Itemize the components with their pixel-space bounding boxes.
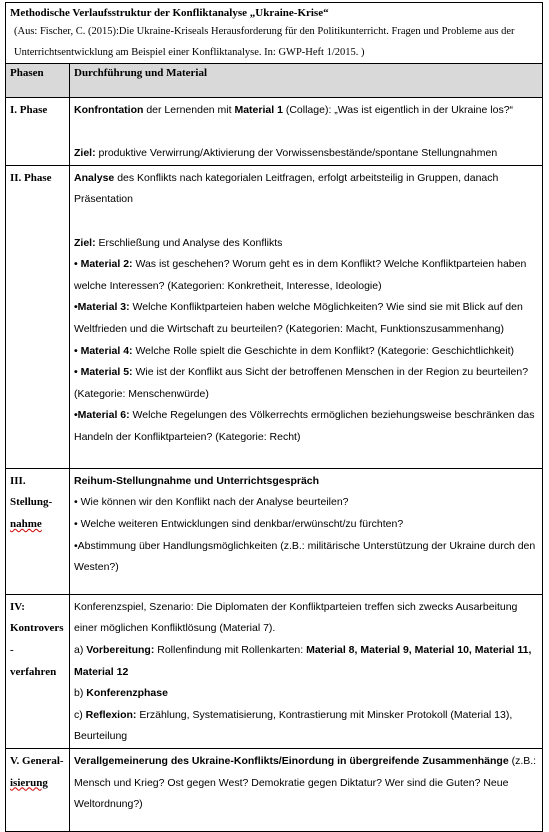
phase-5-content [70,748,543,831]
phase-4-reflexion: c) Reflexion: Erzählung, Systematisierung, Kontrastierung mit Minsker Protokoll (Material 13), Beurteilung [74,708,513,743]
phase-3-row [6,468,543,594]
phase-2-row [6,165,543,468]
phase-1-label-cell [6,98,70,166]
phase-3-bullet-1: • Wie können wir den Konflikt nach der Analyse beurteilen? [74,496,349,509]
title-row [6,3,543,64]
phase-2-label-cell [6,165,70,468]
phase-4-vorbereitung: a) Vorbereitung: Rollenfindung mit Rollenkarten: Material 8, Material 9, Material 10, Material 11, Material 12 [74,643,532,678]
phase-1-content [70,98,543,166]
phase-3-content [70,468,543,594]
phase-1-ziel: Ziel: produktive Verwirrung/Aktivierung der Vorwissensbestände/spontane Stellungnahmen [74,147,498,160]
title-cell [6,3,543,64]
lesson-structure-table [5,2,543,832]
phase-5-label-cell [6,748,70,831]
phase-2-label: II. Phase [10,171,52,184]
phase-2-content [70,165,543,468]
header-row [6,64,543,98]
phase-2-ziel: Ziel: Erschließung und Analyse des Konflikts [74,236,283,249]
phase-4-label-cell [6,594,70,748]
phase-3-label-line2: nahme [10,517,42,530]
phase-4-content [70,594,543,748]
phase-1-row [6,98,543,166]
material-2-item: • Material 2: Was ist geschehen? Worum geht es in dem Konflikt? Welche Konfliktparteien haben welche Interessen? (Kategorien: Konkretheit, Interesse, Ideologie) [74,258,527,292]
material-5-item: • Material 5: Wie ist der Konflikt aus Sicht der betroffenen Menschen in der Region zu beurteilen? (Kategorie: Menschenwürde) [74,366,529,400]
phase-3-label-cell [6,468,70,594]
phase-4-intro: Konferenzspiel, Szenario: Die Diplomaten der Konfliktparteien treffen sich zwecks Ausarbeitung einer möglichen Konfliktlösung (Material 7). [74,600,518,635]
phase-1-label: I. Phase [10,104,48,116]
phase-4-label-line3: verfahren [10,665,57,678]
phase-3-bullet-3: •Abstimmung über Handlungsmöglichkeiten (z.B.: militärische Unterstützung der Ukraine durch den Westen?) [74,539,536,574]
phase-3-heading: Reihum-Stellungnahme und Unterrichtsgespräch [74,474,320,487]
header-durchfuehrung: Durchführung und Material [70,64,543,98]
phase-5-row [6,748,543,831]
phase-5-text: Verallgemeinerung des Ukraine-Konflikts/Einordung in übergreifende Zusammenhänge (z.B.: Mensch und Krieg? Ost gegen West? Demokratie gegen Diktatur? Wer sind die Guten? Neue Weltordnung?) [74,754,537,811]
document-title: Methodische Verlaufsstruktur der Konfliktanalyse „Ukraine-Krise“ [10,7,329,19]
phase-4-row [6,594,543,748]
phase-1-konfrontation: Konfrontation der Lernenden mit Material 1 (Collage): „Was ist eigentlich in der Ukraine los?“ [74,104,514,116]
document [5,2,543,826]
source-citation: (Aus: Fischer, C. (2015):Die Ukraine-Kriseals Herausforderung für den Politikunterricht. Fragen und Probleme aus der Unterrichtsentwicklung am Beispiel einer Konfliktanalyse. In: GWP-Heft 1/2015. ) [14,26,515,58]
phase-4-label-line1: IV: [10,600,25,613]
material-3-item: •Material 3: Welche Konfliktparteien haben welche Möglichkeiten? Wie sind sie mit Blick auf den Weltfrieden und die Wirtschaft zu beurteilen? (Kategorien: Macht, Funktionszusammenhang) [74,301,523,335]
phase-3-label-line1: III. Stellung- [10,474,53,509]
phase-5-label-line1: V. General- [10,754,64,767]
header-phasen: Phasen [6,64,70,98]
phase-2-analyse: Analyse des Konflikts nach kategorialen Leitfragen, erfolgt arbeitsteilig in Gruppen, danach Präsentation [74,171,499,206]
phase-3-bullet-2: • Welche weiteren Entwicklungen sind denkbar/erwünscht/zu fürchten? [74,517,404,530]
phase-4-label-line2: Kontrovers- [10,622,64,656]
material-6-item: •Material 6: Welche Regelungen des Völkerrechts ermöglichen beziehungsweise beschränken das Handeln der Konfliktparteien? (Kategorie: Recht) [74,409,535,443]
phase-5-label-line2: isierung [10,776,48,789]
material-4-item: • Material 4: Welche Rolle spielt die Geschichte in dem Konflikt? (Kategorie: Geschichtlichkeit) [74,344,515,357]
phase-4-konferenzphase: b) Konferenzphase [74,687,168,700]
